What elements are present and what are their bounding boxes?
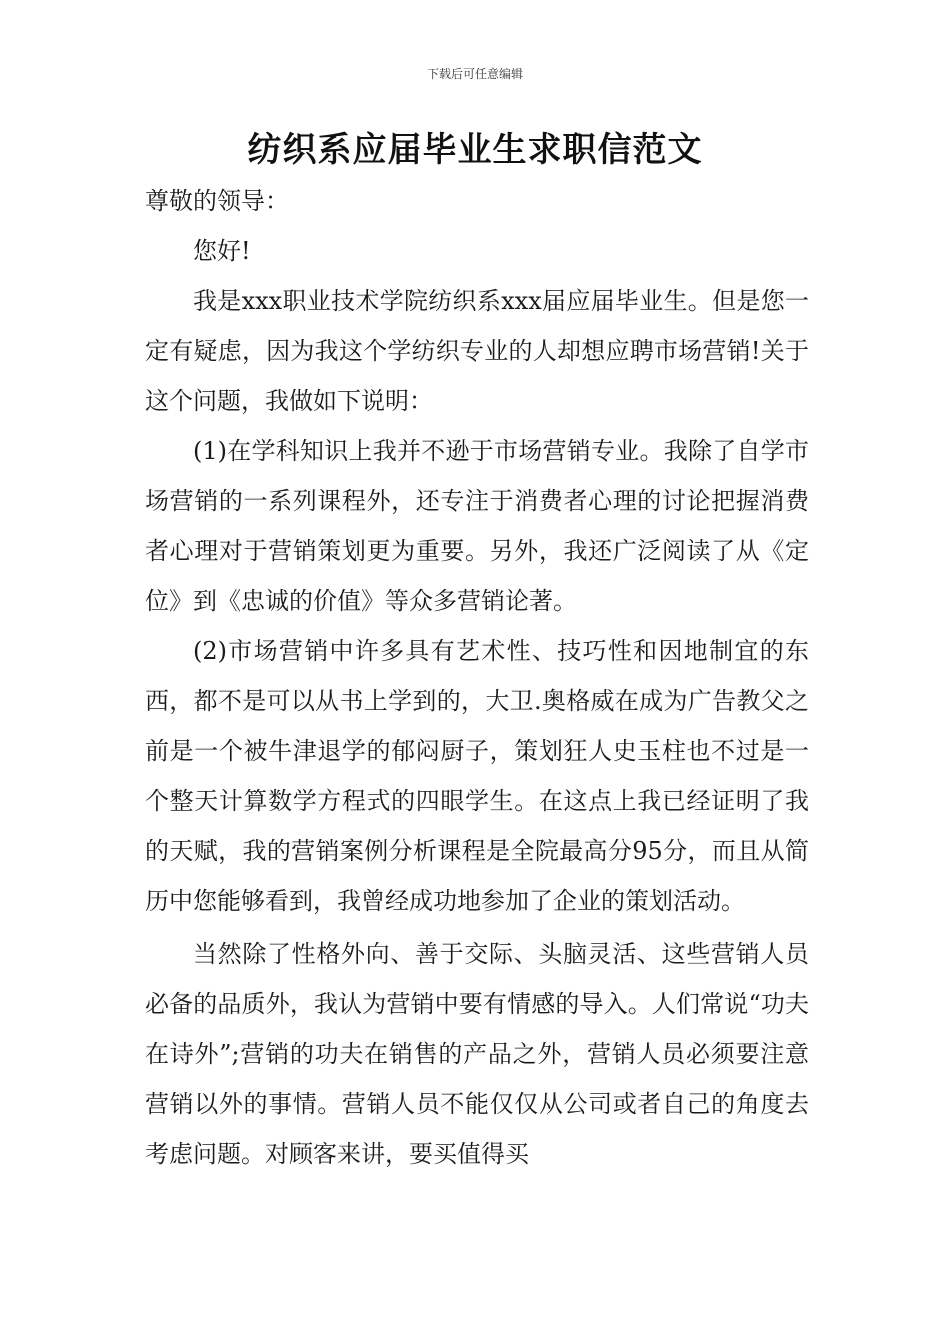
salutation: 尊敬的领导： <box>145 187 289 215</box>
greeting: 您好! <box>193 237 251 265</box>
paragraph-point-1: (1)在学科知识上我并不逊于市场营销专业。我除了自学市场营销的一系列课程外，还专注于消费者心理的讨论把握消费者心理对于营销策划更为重要。另外，我还广泛阅读了从《定位》到《忠诚的价值》等众多营销论著。 <box>145 437 809 615</box>
letter-body <box>145 176 809 1179</box>
paragraph-point-2: (2)市场营销中许多具有艺术性、技巧性和因地制宜的东西，都不是可以从书上学到的，大卫.奥格威在成为广告教父之前是一个被牛津退学的郁闷厨子，策划狂人史玉柱也不过是一个整天计算数学方程式的四眼学生。在这点上我已经证明了我的天赋，我的营销案例分析课程是全院最高分95分，而且从简历中您能够看到，我曾经成功地参加了企业的策划活动。 <box>145 637 809 915</box>
paragraph-intro: 我是xxx职业技术学院纺织系xxx届应届毕业生。但是您一定有疑虑，因为我这个学纺织专业的人却想应聘市场营销!关于这个问题，我做如下说明： <box>145 287 809 415</box>
document-title: 纺织系应届毕业生求职信范文 <box>247 130 703 170</box>
paragraph-qualities: 当然除了性格外向、善于交际、头脑灵活、这些营销人员必备的品质外，我认为营销中要有情感的导入。人们常说“功夫在诗外”;营销的功夫在销售的产品之外，营销人员必须要注意营销以外的事情。营销人员不能仅仅从公司或者自己的角度去考虑问题。对顾客来讲，要买值得买 <box>145 940 809 1168</box>
header-note: 下载后可任意编辑 <box>426 67 523 81</box>
